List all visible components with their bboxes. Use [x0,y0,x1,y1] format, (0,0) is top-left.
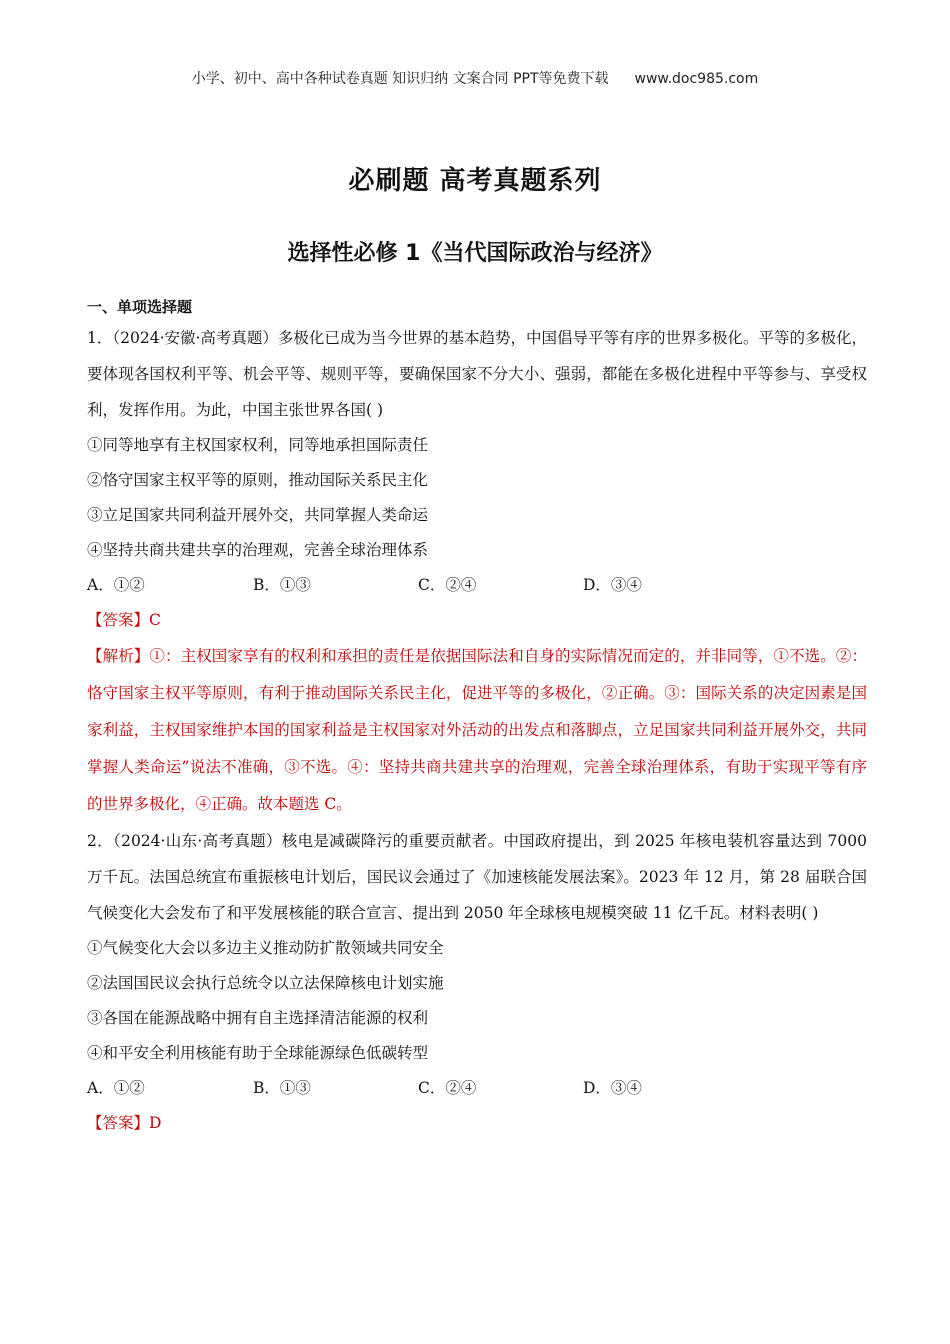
choice-item: ③各国在能源战略中拥有自主选择清洁能源的权利 [87,1009,429,1027]
option-b: B．①③ [253,1079,311,1097]
analysis-label: 【解析】 [87,647,150,665]
choice-item: ②法国国民议会执行总统令以立法保障核电计划实施 [87,974,444,992]
option-a: A．①② [87,1079,145,1097]
option-c: C．②④ [418,1079,477,1097]
choice-item: ①同等地享有主权国家权利，同等地承担国际责任 [87,436,429,454]
page-header [0,68,950,88]
analysis-text [87,638,867,823]
analysis-body: ①：主权国家享有的权利和承担的责任是依据国际法和自身的实际情况而定的，并非同等，①不选。②：恪守国家主权平等原则，有利于推动国际关系民主化，促进平等的多极化，②正确。③：国际关系的决定因素是国家利益，主权国家维护本国的国家利益是主权国家对外活动的出发点和落脚点，立足国家共同利益开展外交，共同掌握人类命运”说法不准确，③不选。④：坚持共商共建共享的治理观，完善全球治理体系，有助于实现平等有序的世界多极化，④正确。故本题选 C。 [87,647,867,813]
question-stem: 1．（2024·安徽·高考真题）多极化已成为当今世界的基本趋势，中国倡导平等有序的世界多极化。平等的多极化，要体现各国权利平等、机会平等、规则平等，要确保国家不分大小、强弱，都能在多极化进程中平等参与、享受权利，发挥作用。为此，中国主张世界各国( ) [87,329,867,419]
question-2 [87,823,867,1141]
document-body [87,294,867,1141]
choice-item: ③立足国家共同利益开展外交，共同掌握人类命运 [87,506,429,524]
header-site-link[interactable]: www.doc985.com [634,71,759,87]
section-title: 一、单项选择题 [87,298,193,316]
answer-label: 【答案】 [87,611,150,629]
question-1 [87,320,867,823]
option-a: A．①② [87,576,145,594]
choice-item: ①气候变化大会以多边主义推动防扩散领域共同安全 [87,939,444,957]
option-c: C．②④ [418,576,477,594]
answer-options [87,568,867,603]
option-d: D．③④ [583,576,642,594]
answer-line [87,1106,867,1141]
option-d: D．③④ [583,1079,642,1097]
option-b: B．①③ [253,576,311,594]
choice-item: ④坚持共商共建共享的治理观，完善全球治理体系 [87,541,429,559]
question-stem: 2．（2024·山东·高考真题）核电是减碳降污的重要贡献者。中国政府提出，到 2025 年核电装机容量达到 7000 万千瓦。法国总统宣布重振核电计划后，国民议会通过了《加速核能发展法案》。2023 年 12 月，第 28 届联合国气候变化大会发布了和平发展核能的联合宣言、提出到 2050 年全球核电规模突破 11 亿千瓦。材料表明( ) [87,832,867,922]
choice-item: ④和平安全利用核能有助于全球能源绿色低碳转型 [87,1044,429,1062]
page-title: 必刷题 高考真题系列 [348,166,602,196]
answer-value: D [149,1114,162,1132]
header-text: 小学、初中、高中各种试卷真题 知识归纳 文案合同 PPT等免费下载 [191,71,609,87]
answer-value: C [149,611,161,629]
choice-item: ②恪守国家主权平等的原则，推动国际关系民主化 [87,471,429,489]
answer-label: 【答案】 [87,1114,150,1132]
answer-options [87,1071,867,1106]
page-subtitle: 选择性必修 1《当代国际政治与经济》 [287,241,663,266]
answer-line [87,603,867,638]
